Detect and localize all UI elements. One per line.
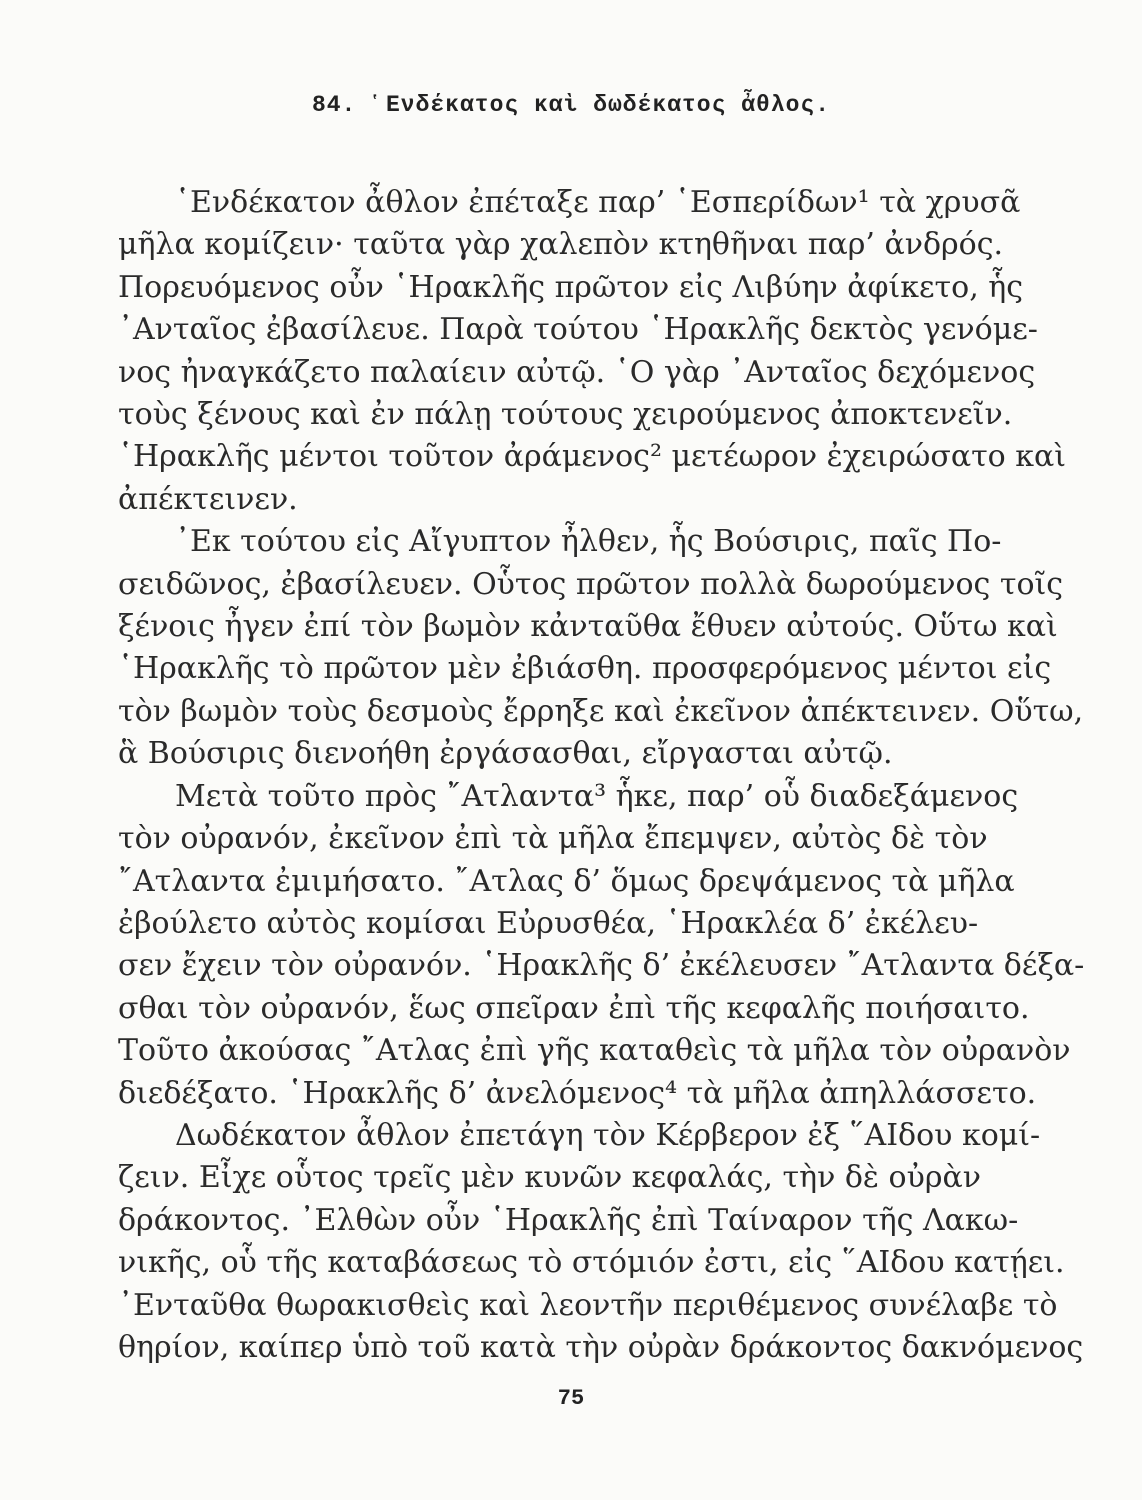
- text-line: σθαι τὸν οὐρανόν, ἕως σπεῖραν ἐπὶ τῆς κεφαλῆς ποιήσαιτο.: [118, 990, 1030, 1026]
- text-line: ῾Ηρακλῆς μέντοι τοῦτον ἀράμενος² μετέωρον ἐχειρώσατο καὶ: [118, 439, 1067, 475]
- text-line: ἐβούλετο αὐτὸς κομίσαι Εὐρυσθέα, ῾Ηρακλέα δ’ ἐκέλευ-: [118, 905, 979, 941]
- text-line: Τοῦτο ἀκούσας ῎Ατλας ἐπὶ γῆς καταθεὶς τὰ μῆλα τὸν οὐρανὸν: [118, 1033, 1071, 1069]
- text-line: Μετὰ τοῦτο πρὸς ῎Ατλαντα³ ἧκε, παρ’ οὗ διαδεξάμενος: [175, 778, 1019, 814]
- page-number: 75: [557, 1386, 585, 1411]
- text-line: σειδῶνος, ἐβασίλευεν. Οὗτος πρῶτον πολλὰ δωρούμενος τοῖς: [118, 566, 1064, 602]
- text-line: ζειν. Εἶχε οὗτος τρεῖς μὲν κυνῶν κεφαλάς, τὴν δὲ οὐρὰν: [118, 1160, 981, 1196]
- text-line: ῾Ενδέκατον ἆθλον ἐπέταξε παρ’ ῾Εσπερίδων¹ τὰ χρυσᾶ: [175, 185, 1021, 220]
- text-line: τὸν βωμὸν τοὺς δεσμοὺς ἔρρηξε καὶ ἐκεῖνον ἀπέκτεινεν. Οὕτω,: [118, 693, 1084, 729]
- text-line: σεν ἔχειν τὸν οὐρανόν. ῾Ηρακλῆς δ’ ἐκέλευσεν ῎Ατλαντα δέξα-: [118, 948, 1085, 984]
- section-heading: 84. ῾Ενδέκατος καὶ δωδέκατος ἆθλος.: [311, 92, 831, 118]
- text-line: μῆλα κομίζειν· ταῦτα γὰρ χαλεπὸν κτηθῆναι παρ’ ἀνδρός.: [118, 227, 1004, 263]
- text-line: τοὺς ξένους καὶ ἐν πάλῃ τούτους χειρούμενος ἀποκτενεῖν.: [118, 397, 1013, 433]
- text-line: ῾Ηρακλῆς τὸ πρῶτον μὲν ἐβιάσθη. προσφερόμενος μέντοι εἰς: [118, 651, 1052, 687]
- text-line: δράκοντος. ᾿Ελθὼν οὖν ῾Ηρακλῆς ἐπὶ Ταίναρον τῆς Λακω-: [118, 1202, 1019, 1238]
- text-line: ᾿Ανταῖος ἐβασίλευε. Παρὰ τούτου ῾Ηρακλῆς δεκτὸς γενόμε-: [118, 312, 1038, 348]
- text-line: ξένοις ἦγεν ἐπί τὸν βωμὸν κἀνταῦθα ἔθυεν αὐτούς. Οὕτω καὶ: [118, 609, 1058, 645]
- text-line: νικῆς, οὗ τῆς καταβάσεως τὸ στόμιόν ἐστι, εἰς ῞ΑΙδου κατῄει.: [118, 1245, 1065, 1281]
- text-line: ᾿Ενταῦθα θωρακισθεὶς καὶ λεοντῆν περιθέμενος συνέλαβε τὸ: [118, 1287, 1058, 1323]
- text-line: διεδέξατο. ῾Ηρακλῆς δ’ ἀνελόμενος⁴ τὰ μῆλα ἀπηλλάσσετο.: [118, 1075, 1037, 1111]
- text-line: ᾿Εκ τούτου εἰς Αἴγυπτον ἦλθεν, ἧς Βούσιρις, παῖς Πο-: [175, 524, 1002, 560]
- text-line: θηρίον, καίπερ ὑπὸ τοῦ κατὰ τὴν οὐρὰν δράκοντος δακνόμενος: [118, 1330, 1084, 1365]
- text-line: Πορευόμενος οὖν ῾Ηρακλῆς πρῶτον εἰς Λιβύην ἀφίκετο, ἧς: [118, 269, 1024, 305]
- text-line: ῎Ατλαντα ἐμιμήσατο. ῎Ατλας δ’ ὅμως δρεψάμενος τὰ μῆλα: [118, 863, 1015, 899]
- text-line: νος ἠναγκάζετο παλαίειν αὐτῷ. ῾Ο γὰρ ᾿Ανταῖος δεχόμενος: [118, 354, 1036, 390]
- text-line: ἃ Βούσιρις διενοήθη ἐργάσασθαι, εἴργασται αὐτῷ.: [118, 736, 893, 772]
- text-line: τὸν οὐρανόν, ἐκεῖνον ἐπὶ τὰ μῆλα ἔπεμψεν, αὐτὸς δὲ τὸν: [118, 821, 988, 857]
- text-line: ἀπέκτεινεν.: [118, 481, 298, 517]
- text-line: Δωδέκατον ἆθλον ἐπετάγη τὸν Κέρβερον ἐξ ῞ΑΙδου κομί-: [175, 1117, 1041, 1153]
